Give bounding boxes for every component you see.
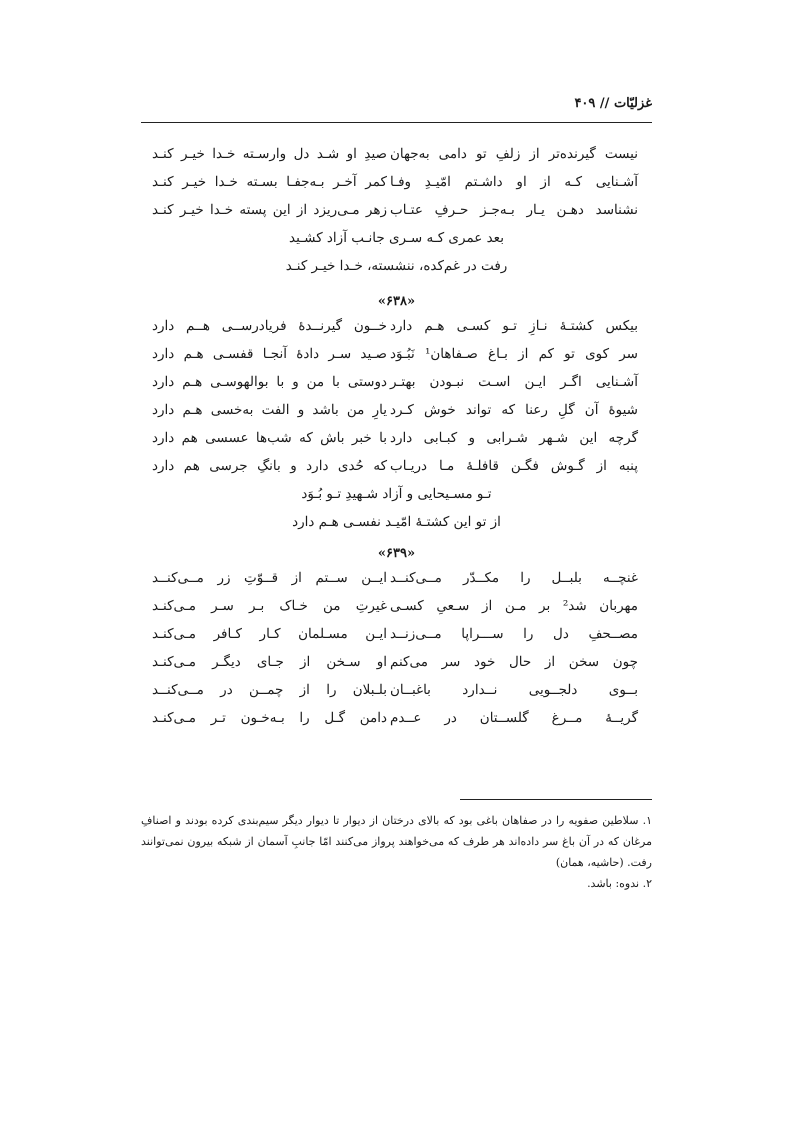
hemistich-first: چون سخن از حال خود سر می‌کنم bbox=[390, 654, 638, 670]
hemistich-first: گرچه این شـهر شـرابی و کبـابی دارد bbox=[390, 430, 638, 446]
hemistich-second: ایـن مسـلمان کـار کـافر مـی‌کنـد bbox=[152, 626, 387, 642]
final-couplet-second: از تو این کشتـهٔ امّیـد نفسـی هـم دارد bbox=[292, 514, 501, 530]
hemistich-first: مهربان شد² بر مـن از سـعیِ کسـی bbox=[390, 598, 638, 614]
footnote: ۱. سلاطین صفویه را در صفاهان باغی بود که بالای درختان از دیوار تا دیوار دیگر سیم‌بندی کرده بودند و اصنافِ مرغان که در آن باغ سر داده‌اند هر طرف که می‌خواهند پرواز می‌کنند امّا جانبِ آسمان از شبکه بیرون نمی‌توانند رفت. (حاشیه، همان) bbox=[141, 814, 652, 869]
hemistich-first: پنبه از گـوش فگـن قافلـهٔ مـا دریـاب bbox=[390, 458, 638, 474]
footnote-rule bbox=[460, 799, 652, 800]
hemistich-second: خــون گیرنــدهٔ فریادرســی هــم دارد bbox=[152, 318, 387, 334]
couplet bbox=[141, 682, 652, 710]
hemistich-first: بــوی دلجــویی نــدارد باغبــان bbox=[390, 682, 638, 698]
poem-639 bbox=[141, 570, 652, 738]
hemistich-second: بلـبلان را از چمــن در مــی‌کنــد bbox=[152, 682, 387, 698]
couplet bbox=[141, 146, 652, 174]
header-rule bbox=[141, 122, 652, 123]
hemistich-first: بیکس کشتـهٔ نـازِ تـو کسـی هـم دارد bbox=[390, 318, 638, 334]
hemistich-second: کمر آخـر بـه‌جفـا بسـته خـدا خیـر کنـد bbox=[152, 174, 387, 190]
hemistich-first: نشناسد دهـن یـار بـه‌جـز حـرفِ عتـاب bbox=[390, 202, 638, 218]
hemistich-second: زهر مـی‌ریزد از این پسته خـدا خیـر کنـد bbox=[152, 202, 387, 218]
hemistich-first: آشـنایی اگـر ایـن اسـت نبـودن بهتـر bbox=[390, 374, 638, 390]
couplet bbox=[141, 458, 652, 486]
final-couplet-second: رفت در غم‌کده، ننشسته، خـدا خیـر کنـد bbox=[285, 258, 508, 274]
footnotes bbox=[141, 810, 652, 894]
couplet bbox=[141, 402, 652, 430]
couplet bbox=[141, 174, 652, 202]
hemistich-second: که حُدی دارد و بانگِ جرسی هم دارد bbox=[152, 458, 387, 474]
footnote: ۲. ندوه: باشد. bbox=[587, 877, 652, 890]
couplet bbox=[141, 430, 652, 458]
final-couplet-first: تـو مسـیحایی و آزاد شـهیدِ تـو بُـوَد bbox=[301, 486, 492, 502]
couplet bbox=[141, 598, 652, 626]
hemistich-first: سر کوی تو کم از بـاغ صـفاهان¹ نَبُـوَد bbox=[390, 346, 638, 362]
couplet bbox=[141, 202, 652, 230]
hemistich-first: آشـنایی کـه از او داشـتم امّیـدِ وفـا bbox=[390, 174, 638, 190]
poem-number: «۶۳۹» bbox=[377, 546, 416, 561]
couplet bbox=[141, 374, 652, 402]
couplet bbox=[141, 318, 652, 346]
final-couplet-first: بعد عمری کـه سـری جانـب آزاد کشـید bbox=[289, 230, 504, 246]
hemistich-first: مصــحفِ دل را ســـراپا مــی‌زنــد bbox=[390, 626, 638, 642]
couplet bbox=[141, 710, 652, 738]
hemistich-second: او سـخن از جـای دیگـر مـی‌کنـد bbox=[152, 654, 387, 670]
couplet bbox=[141, 654, 652, 682]
couplet bbox=[141, 346, 652, 374]
hemistich-second: صیدِ او شـد دل وارسـته خـدا خیـر کنـد bbox=[152, 146, 387, 162]
couplet bbox=[141, 570, 652, 598]
hemistich-second: غیرتِ من خـاک بـر سـر مـی‌کنـد bbox=[152, 598, 387, 614]
poem-1 bbox=[141, 146, 652, 286]
hemistich-first: غنچــه بلبــل را مکــدّر مــی‌کنــد bbox=[390, 570, 638, 586]
hemistich-first: گریــهٔ مــرغ گلســتان در عــدم bbox=[390, 710, 638, 726]
header-title: غزلیّات // ۴۰۹ bbox=[574, 96, 652, 111]
poem-638 bbox=[141, 318, 652, 542]
hemistich-second: یارِ من باشد و الفت به‌خسی هـم دارد bbox=[152, 402, 387, 418]
hemistich-first: نیست گیرنده‌تر از زلفِ تو دامی به‌جهان bbox=[390, 146, 638, 162]
hemistich-second: ایــن ســتم از قــوّتِ زر مــی‌کنــد bbox=[152, 570, 387, 586]
hemistich-first: شیوهٔ آن گلِ رعنا که تواند خوش کـرد bbox=[390, 402, 638, 418]
poem-number: «۶۳۸» bbox=[377, 294, 416, 309]
hemistich-second: صـید سـر دادهٔ آنجـا قفسـی هـم دارد bbox=[152, 346, 387, 362]
hemistich-second: دامن گـل را بـه‌خـون تـر مـی‌کنـد bbox=[152, 710, 387, 726]
running-header bbox=[141, 96, 652, 120]
couplet bbox=[141, 626, 652, 654]
hemistich-second: با خبر باش که شب‌ها عسسی هم دارد bbox=[152, 430, 387, 446]
hemistich-second: دوستی با من و با بوالهوسـی هـم دارد bbox=[152, 374, 387, 390]
